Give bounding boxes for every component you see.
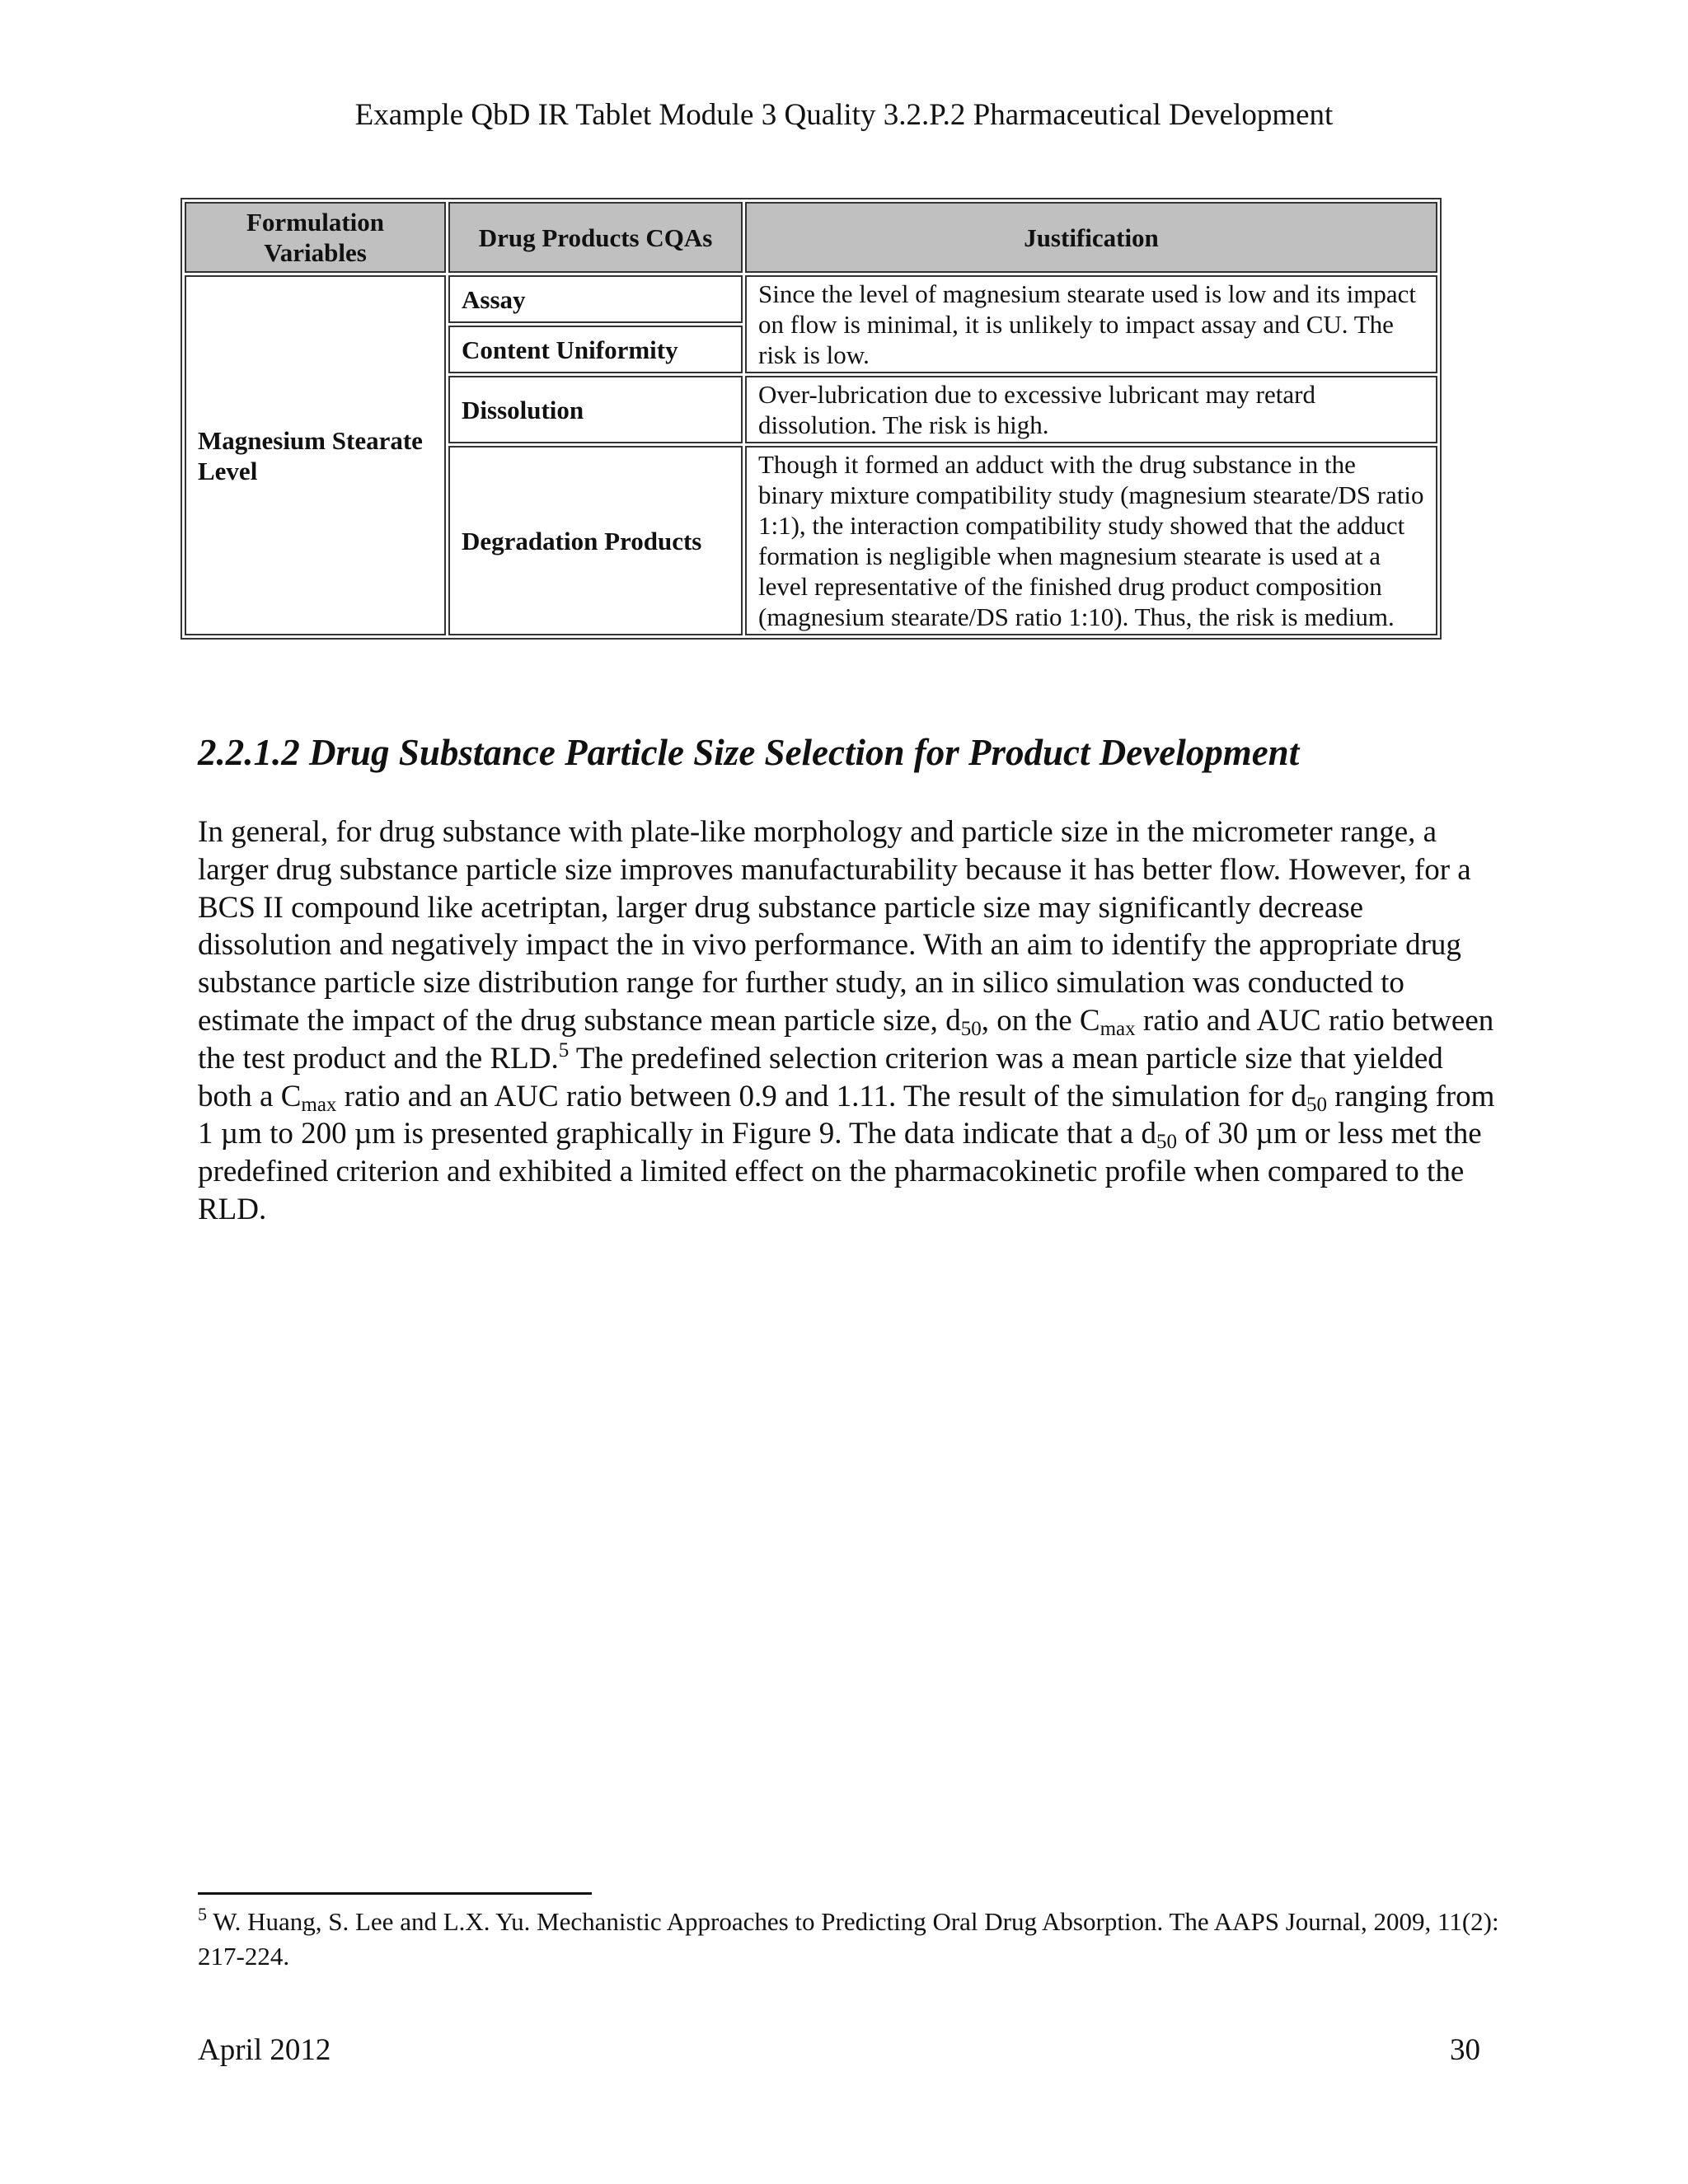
risk-assessment-table (181, 198, 1442, 640)
page-number: 30 (1450, 2033, 1480, 2067)
table-row (185, 275, 1437, 323)
column-header-justification: Justification (745, 202, 1437, 273)
footnote-text: W. Huang, S. Lee and L.X. Yu. Mechanistic Approaches to Predicting Oral Drug Absorption. The AAPS Journal, 2009, 11(2): 217-224. (198, 1907, 1499, 1971)
justification-cell-dissolution: Over-lubrication due to excessive lubricant may retard dissolution. The risk is high. (745, 376, 1437, 443)
cqa-cell-content-uniformity: Content Uniformity (448, 326, 743, 373)
cqa-cell-dissolution: Dissolution (448, 376, 743, 443)
running-header: Example QbD IR Tablet Module 3 Quality 3.2.P.2 Pharmaceutical Development (354, 98, 1334, 132)
body-paragraph: In general, for drug substance with plate-like morphology and particle size in the micrometer range, a larger drug substance particle size improves manufacturability because it has better flow. However, for a BCS II compound like acetriptan, larger drug substance particle size may significantly decrease dissolution and negatively impact the in vivo performance. With an aim to identify the appropriate drug substance particle size distribution range for further study, an in silico simulation was conducted to estimate the impact of the drug substance mean particle size, $d_{50}$, on the $C_{max}$ ratio and AUC ratio between the test product and the RLD.$^5$ The predefined selection criterion was a mean particle size that yielded both a $C_{max}$ ratio and an AUC ratio between 0.9 and 1.11. The result of the simulation for $d_{50}$ ranging from 1 µm to 200 µm is presented graphically in Figure 9. The data indicate that a $d_{50}$ of 30 µm or less met the predefined criterion and exhibited a limited effect on the pharmacokinetic profile when compared to the RLD. (198, 815, 1495, 1226)
justification-cell-assay-cu: Since the level of magnesium stearate used is low and its impact on flow is minimal, it is unlikely to impact assay and CU. The risk is low. (745, 275, 1437, 373)
footnote-marker: 5 (198, 1904, 207, 1924)
footer-date: April 2012 (198, 2033, 331, 2067)
formulation-variable-cell: Magnesium Stearate Level (185, 275, 446, 635)
cqa-cell-assay: Assay (448, 275, 743, 323)
footnote-reference: 5 (558, 1038, 570, 1062)
column-header-formulation-variables: Formulation Variables (185, 202, 446, 273)
section-heading: 2.2.1.2 Drug Substance Particle Size Selection for Product Development (198, 732, 1300, 773)
page-footer (198, 2032, 1480, 2069)
table-header-row (185, 202, 1437, 273)
footnote (198, 1905, 1500, 1974)
justification-cell-degradation-products: Though it formed an adduct with the drug substance in the binary mixture compatibility study (magnesium stearate/DS ratio 1:1), the interaction compatibility study showed that the adduct formation is negligible when magnesium stearate is used at a level representative of the finished drug product composition (magnesium stearate/DS ratio 1:10). Thus, the risk is medium. (745, 446, 1437, 635)
cqa-cell-degradation-products: Degradation Products (448, 446, 743, 635)
column-header-drug-product-cqas: Drug Products CQAs (448, 202, 743, 273)
footnote-separator (198, 1892, 592, 1895)
